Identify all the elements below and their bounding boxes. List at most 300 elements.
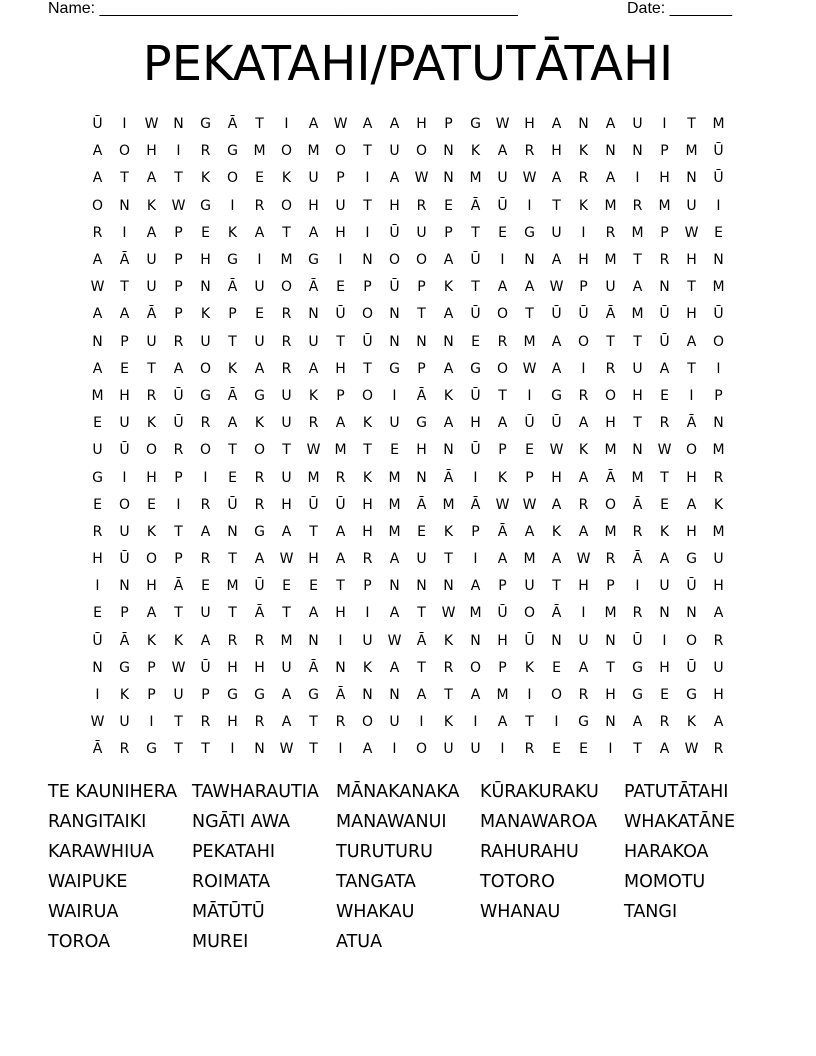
grid-letter: A [551,170,562,187]
grid-letter: E [498,224,507,241]
word-list-item: WAIRUA [48,902,119,922]
grid-letter: N [686,605,697,622]
grid-letter: Ū [659,333,670,350]
grid-letter: Ā [227,116,238,133]
grid-letter: Ā [416,387,427,404]
grid-letter: U [173,687,184,704]
grid-letter: T [309,714,318,731]
grid-letter: N [173,116,184,133]
grid-letter: N [416,333,427,350]
grid-letter: W [549,279,564,296]
grid-letter: T [282,442,291,459]
grid-letter: N [92,659,103,676]
grid-letter: H [146,469,157,486]
grid-letter: G [200,387,211,404]
grid-letter: K [254,415,265,432]
grid-letter: M [712,279,725,296]
grid-letter: E [714,224,723,241]
grid-letter: A [92,306,103,323]
grid-letter: A [389,605,400,622]
grid-letter: N [578,116,589,133]
grid-letter: M [604,442,617,459]
grid-letter: Ū [470,442,481,459]
grid-letter: N [713,252,724,269]
grid-letter: I [581,360,586,377]
grid-letter: T [633,741,642,758]
grid-letter: A [470,687,481,704]
grid-letter: M [658,197,671,214]
grid-letter: P [174,224,183,241]
grid-letter: R [92,523,103,540]
grid-letter: A [605,116,616,133]
grid-letter: T [174,741,183,758]
grid-letter: M [712,523,725,540]
grid-letter: Ā [605,306,616,323]
grid-letter: R [362,551,373,568]
grid-letter: T [120,170,129,187]
grid-letter: W [495,496,510,513]
grid-letter: R [713,632,724,649]
grid-letter: P [444,116,453,133]
grid-letter: O [118,143,131,160]
grid-letter: Ā [497,523,508,540]
grid-letter: I [338,741,343,758]
grid-letter: T [120,279,129,296]
word-list-item: MĀTŪTŪ [192,902,265,922]
grid-letter: A [524,279,535,296]
grid-letter: K [362,659,373,676]
grid-letter: E [93,605,102,622]
grid-letter: T [228,605,237,622]
word-list-item: MOMOTU [624,872,706,892]
grid-letter: A [551,360,562,377]
grid-letter: R [254,197,265,214]
grid-letter: U [416,224,427,241]
page-title: PEKATAHI/PATUTĀTAHI [142,36,674,92]
grid-letter: N [524,252,535,269]
grid-row [84,165,732,192]
grid-letter: A [146,170,157,187]
grid-letter: A [605,170,616,187]
grid-letter: R [605,224,616,241]
grid-letter: R [173,333,184,350]
grid-letter: R [416,197,427,214]
grid-letter: K [524,659,535,676]
grid-letter: I [473,714,478,731]
grid-letter: H [686,252,697,269]
grid-letter: I [554,714,559,731]
grid-letter: R [632,523,643,540]
grid-letter: Ū [578,306,589,323]
grid-letter: Ū [119,442,130,459]
grid-letter: P [606,578,615,595]
grid-row [84,329,732,356]
word-list-item: HARAKOA [624,842,709,862]
grid-letter: G [254,523,265,540]
grid-letter: T [174,605,183,622]
grid-letter: R [632,197,643,214]
grid-letter: N [443,143,454,160]
grid-row [84,600,732,627]
grid-letter: E [552,741,561,758]
grid-letter: A [119,306,130,323]
grid-letter: A [389,116,400,133]
grid-letter: Ā [308,279,319,296]
grid-letter: M [523,551,536,568]
grid-letter: I [608,741,613,758]
grid-row [84,301,732,328]
grid-letter: P [147,659,156,676]
grid-letter: K [146,415,157,432]
grid-letter: T [606,333,615,350]
grid-letter: P [174,551,183,568]
grid-letter: A [389,551,400,568]
grid-letter: A [308,360,319,377]
word-list-item: WHAKAU [336,902,415,922]
grid-letter: A [659,360,670,377]
grid-letter: U [281,659,292,676]
word-list-item: PATUTĀTAHI [624,782,729,802]
grid-letter: T [471,279,480,296]
word-list-item: MANAWAROA [480,812,598,832]
grid-letter: A [524,523,535,540]
grid-letter: T [471,224,480,241]
grid-letter: W [684,741,699,758]
grid-letter: P [363,578,372,595]
grid-letter: O [604,387,617,404]
grid-letter: U [416,551,427,568]
grid-letter: A [686,496,697,513]
grid-letter: W [306,442,321,459]
grid-row [84,492,732,519]
grid-letter: G [686,551,697,568]
grid-letter: U [146,279,157,296]
grid-letter: A [227,415,238,432]
grid-letter: G [389,360,400,377]
grid-letter: O [199,360,212,377]
grid-letter: N [389,333,400,350]
grid-letter: M [91,387,104,404]
grid-letter: A [362,741,373,758]
grid-letter: R [524,143,535,160]
grid-letter: E [147,496,156,513]
grid-letter: T [174,170,183,187]
grid-letter: N [227,523,238,540]
grid-letter: O [145,442,158,459]
grid-letter: E [579,741,588,758]
grid-letter: N [335,659,346,676]
grid-letter: A [146,224,157,241]
grid-letter: U [713,551,724,568]
grid-letter: T [228,442,237,459]
grid-letter: P [120,605,129,622]
grid-letter: T [525,714,534,731]
grid-letter: H [92,551,103,568]
grid-letter: H [146,143,157,160]
grid-letter: H [119,387,130,404]
grid-letter: Ū [470,306,481,323]
grid-letter: A [389,659,400,676]
grid-letter: Ū [227,496,238,513]
grid-letter: R [173,442,184,459]
word-list-item: TAWHARAUTIA [192,782,319,802]
grid-letter: H [632,387,643,404]
date-field-label: Date: _______ [627,0,732,17]
grid-letter: U [119,714,130,731]
grid-letter: M [307,469,320,486]
grid-letter: E [93,496,102,513]
grid-letter: W [171,659,186,676]
grid-letter: Ā [227,387,238,404]
grid-letter: M [631,469,644,486]
grid-letter: W [171,197,186,214]
grid-letter: I [716,360,721,377]
grid-letter: I [419,714,424,731]
grid-row [84,628,732,655]
grid-letter: E [660,387,669,404]
grid-row [84,655,732,682]
grid-letter: I [122,469,127,486]
grid-letter: I [500,741,505,758]
worksheet-header [48,0,748,20]
grid-letter: K [227,360,238,377]
grid-letter: R [200,496,211,513]
grid-letter: Ū [497,605,508,622]
grid-letter: R [659,415,670,432]
grid-letter: E [120,360,129,377]
grid-letter: T [282,605,291,622]
grid-letter: G [200,116,211,133]
grid-letter: A [551,116,562,133]
grid-letter: K [362,415,373,432]
grid-letter: I [230,741,235,758]
word-list-item: KARAWHIUA [48,842,155,862]
grid-letter: E [282,578,291,595]
grid-letter: A [578,469,589,486]
grid-row [84,383,732,410]
grid-letter: K [578,442,589,459]
grid-letter: Ā [470,197,481,214]
grid-letter: I [689,387,694,404]
grid-row [84,274,732,301]
grid-letter: A [443,252,454,269]
grid-letter: M [388,469,401,486]
grid-letter: O [388,252,401,269]
grid-letter: K [146,632,157,649]
grid-letter: P [417,360,426,377]
grid-letter: Ū [92,632,103,649]
grid-letter: Ā [470,496,481,513]
grid-letter: T [660,469,669,486]
grid-letter: G [524,224,535,241]
grid-letter: Ū [659,306,670,323]
grid-letter: O [361,387,374,404]
grid-letter: K [443,632,454,649]
grid-letter: R [92,224,103,241]
grid-letter: P [363,279,372,296]
grid-letter: G [632,687,643,704]
grid-letter: O [604,496,617,513]
grid-letter: N [254,741,265,758]
grid-letter: T [417,659,426,676]
grid-letter: H [362,496,373,513]
grid-letter: A [443,306,454,323]
grid-letter: A [335,415,346,432]
grid-letter: N [470,632,481,649]
grid-letter: N [389,578,400,595]
grid-letter: M [280,252,293,269]
grid-letter: Ā [254,605,265,622]
grid-letter: T [633,415,642,432]
grid-letter: N [605,632,616,649]
grid-letter: H [686,523,697,540]
grid-letter: K [578,143,589,160]
grid-row [84,220,732,247]
word-list [48,777,768,957]
grid-letter: Ū [389,279,400,296]
grid-letter: R [497,333,508,350]
grid-letter: E [417,523,426,540]
grid-row [84,111,732,138]
grid-letter: I [122,116,127,133]
grid-row [84,573,732,600]
grid-letter: R [200,714,211,731]
grid-letter: R [254,469,265,486]
grid-letter: M [226,578,239,595]
grid-letter: T [309,741,318,758]
grid-letter: A [308,605,319,622]
grid-letter: H [497,632,508,649]
grid-letter: I [716,197,721,214]
grid-letter: P [471,523,480,540]
grid-letter: T [255,116,264,133]
word-list-item: MANAWANUI [336,812,447,832]
grid-letter: R [119,741,130,758]
grid-letter: O [496,360,509,377]
grid-letter: Ū [470,387,481,404]
grid-letter: A [254,360,265,377]
grid-letter: N [443,170,454,187]
grid-letter: A [200,632,211,649]
grid-letter: W [279,741,294,758]
grid-row [84,546,732,573]
grid-letter: O [685,632,698,649]
grid-letter: U [389,714,400,731]
grid-letter: E [660,496,669,513]
grid-letter: R [335,714,346,731]
grid-letter: M [307,143,320,160]
grid-letter: I [365,224,370,241]
grid-letter: U [686,197,697,214]
grid-letter: A [308,224,319,241]
grid-letter: O [415,143,428,160]
grid-letter: O [199,442,212,459]
grid-letter: P [417,279,426,296]
grid-letter: P [498,659,507,676]
grid-letter: U [146,333,157,350]
grid-letter: E [201,224,210,241]
grid-letter: H [578,252,589,269]
grid-letter: P [120,333,129,350]
grid-letter: R [605,360,616,377]
grid-letter: N [389,306,400,323]
grid-letter: O [577,333,590,350]
grid-letter: H [686,469,697,486]
grid-letter: O [685,442,698,459]
grid-letter: U [200,333,211,350]
grid-letter: N [605,714,616,731]
grid-letter: Ū [551,415,562,432]
grid-letter: G [578,714,589,731]
grid-letter: Ā [119,252,130,269]
grid-letter: T [417,306,426,323]
grid-letter: K [146,197,157,214]
grid-letter: T [309,523,318,540]
grid-letter: Ū [335,306,346,323]
grid-letter: R [227,632,238,649]
grid-letter: A [578,523,589,540]
grid-letter: Ū [308,496,319,513]
grid-letter: Ā [146,306,157,323]
grid-letter: O [145,551,158,568]
grid-letter: I [338,632,343,649]
grid-letter: I [284,116,289,133]
grid-letter: I [473,551,478,568]
grid-letter: Ā [632,551,643,568]
word-list-item: TE KAUNIHERA [48,782,178,802]
grid-letter: G [632,659,643,676]
word-list-item: MĀNAKANAKA [336,782,460,802]
grid-letter: N [308,306,319,323]
grid-letter: A [281,687,292,704]
grid-letter: W [441,605,456,622]
grid-letter: G [227,252,238,269]
grid-row [84,519,732,546]
grid-letter: T [228,551,237,568]
grid-letter: N [632,442,643,459]
grid-letter: E [471,333,480,350]
grid-letter: H [416,442,427,459]
grid-letter: I [122,224,127,241]
grid-letter: Ū [119,551,130,568]
grid-letter: H [335,360,346,377]
grid-letter: R [659,714,670,731]
grid-letter: W [522,360,537,377]
grid-letter: U [389,415,400,432]
grid-letter: Ū [713,170,724,187]
grid-letter: I [257,252,262,269]
grid-letter: Ā [632,496,643,513]
grid-letter: T [201,741,210,758]
grid-letter: W [90,714,105,731]
grid-letter: T [363,442,372,459]
grid-letter: T [552,197,561,214]
grid-letter: M [712,442,725,459]
grid-letter: R [578,387,589,404]
grid-letter: U [362,632,373,649]
grid-letter: T [336,333,345,350]
grid-letter: R [605,551,616,568]
grid-row [84,464,732,491]
word-list-row [48,867,768,897]
grid-letter: M [388,496,401,513]
grid-letter: Ū [524,632,535,649]
grid-letter: I [473,469,478,486]
grid-letter: Ā [92,741,103,758]
grid-letter: A [578,659,589,676]
grid-letter: H [254,659,265,676]
grid-letter: U [389,143,400,160]
